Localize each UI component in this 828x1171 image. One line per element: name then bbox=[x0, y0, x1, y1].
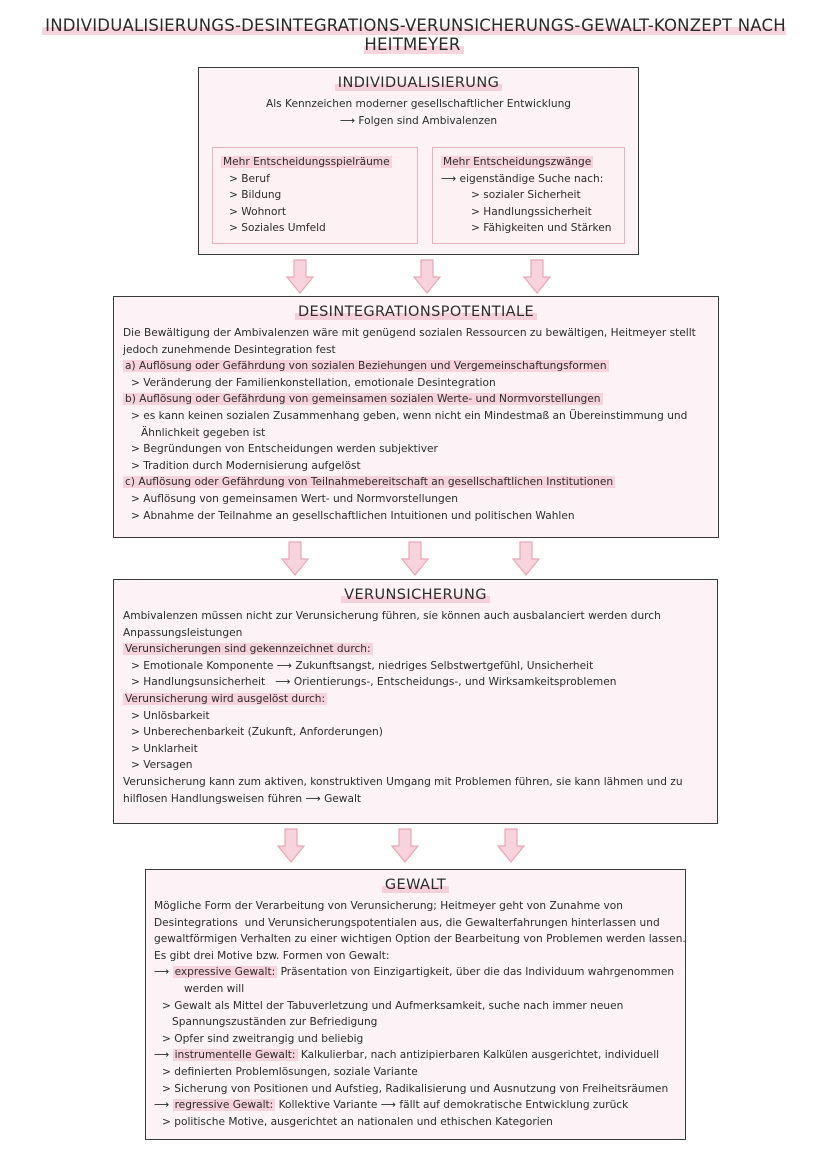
individualisierung-box bbox=[198, 67, 639, 255]
expressive-text-continued: werden will bbox=[184, 982, 245, 995]
list-item: > Handlungsunsicherheit ⟶ Orientierungs-, Entscheidungs-, und Wirksamkeitsproblemen bbox=[131, 676, 617, 689]
instrumentelle-label: instrumentelle Gewalt: bbox=[174, 1049, 296, 1062]
arrow-right-icon: ⟶ bbox=[154, 1049, 170, 1062]
list-item-continued: Spannungszuständen zur Befriedigung bbox=[172, 1016, 378, 1029]
list-item: > sozialer Sicherheit bbox=[471, 189, 581, 202]
entscheidungszwaenge-lead: ⟶ eigenständige Suche nach: bbox=[441, 172, 604, 185]
down-arrow-icon bbox=[413, 259, 441, 295]
list-item: > Tradition durch Modernisierung aufgelöst bbox=[131, 459, 361, 472]
verunsicherung-heading: VERUNSICHERUNG bbox=[114, 587, 717, 603]
list-item: > Unklarheit bbox=[131, 742, 198, 755]
ausgeloest-label: Verunsicherung wird ausgelöst durch: bbox=[125, 692, 326, 705]
list-item: > definierten Problemlösungen, soziale Variante bbox=[162, 1065, 418, 1078]
list-item: > Unberechenbarkeit (Zukunft, Anforderungen) bbox=[131, 726, 383, 739]
regressive-label: regressive Gewalt: bbox=[174, 1099, 274, 1112]
section-c-label: c) Auflösung oder Gefährdung von Teilnahmebereitschaft an gesellschaftlichen Institutionen bbox=[125, 476, 614, 489]
individualisierung-intro-2: ⟶ Folgen sind Ambivalenzen bbox=[339, 114, 498, 127]
list-item: > Unlösbarkeit bbox=[131, 709, 210, 722]
list-item: > Beruf bbox=[229, 172, 270, 185]
expressive-text: Präsentation von Einzigartigkeit, über die das Individuum wahrgenommen bbox=[280, 966, 675, 979]
desintegration-heading: DESINTEGRATIONSPOTENTIALE bbox=[114, 304, 718, 320]
desintegration-box bbox=[113, 296, 719, 538]
verunsicherung-box bbox=[113, 579, 718, 824]
entscheidungsspielraeume-title: Mehr Entscheidungsspielräume bbox=[223, 156, 390, 168]
instrumentelle-text: Kalkulierbar, nach antizipierbaren Kalkülen ausgerichtet, individuell bbox=[300, 1049, 660, 1062]
regressive-text: Kollektive Variante ⟶ fällt auf demokratische Entwicklung zurück bbox=[278, 1099, 629, 1112]
list-item: > Sicherung von Positionen und Aufstieg, Radikalisierung und Ausnutzung von Freiheitsräumen bbox=[162, 1082, 669, 1095]
individualisierung-intro-1: Als Kennzeichen moderner gesellschaftlicher Entwicklung bbox=[265, 98, 572, 110]
list-item: > es kann keinen sozialen Zusammenhang geben, wenn nicht ein Mindestmaß an Übereinstimmung und bbox=[131, 409, 688, 422]
down-arrow-icon bbox=[286, 259, 314, 295]
list-item: > Versagen bbox=[131, 759, 193, 772]
entscheidungsspielraeume-box bbox=[212, 147, 418, 244]
desintegration-intro-2: jedoch zunehmende Desintegration fest bbox=[123, 343, 336, 356]
page-title: INDIVIDUALISIERUNGS-DESINTEGRATIONS-VERUNSICHERUNGS-GEWALT-KONZEPT NACH HEITMEYER bbox=[0, 16, 828, 54]
arrow-right-icon: ⟶ bbox=[154, 1099, 170, 1112]
entscheidungszwaenge-title: Mehr Entscheidungszwänge bbox=[443, 156, 592, 168]
gewalt-box bbox=[145, 869, 686, 1140]
gewalt-intro-2: Desintegrations und Verunsicherungspotentialen aus, die Gewalterfahrungen hinterlassen und bbox=[154, 916, 660, 929]
gewalt-heading: GEWALT bbox=[146, 877, 685, 893]
expressive-label: expressive Gewalt: bbox=[174, 966, 276, 979]
verunsicherung-outro-2: hilflosen Handlungsweisen führen ⟶ Gewalt bbox=[123, 792, 362, 805]
list-item: > Bildung bbox=[229, 189, 282, 202]
verunsicherung-outro-1: Verunsicherung kann zum aktiven, konstruktiven Umgang mit Problemen führen, sie kann lähmen und zu bbox=[123, 775, 683, 788]
list-item: > Auflösung von gemeinsamen Wert- und Normvorstellungen bbox=[131, 492, 458, 505]
list-item-continued: Ähnlichkeit gegeben ist bbox=[141, 426, 266, 439]
list-item: > politische Motive, ausgerichtet an nationalen und ethischen Kategorien bbox=[162, 1115, 553, 1128]
verunsicherung-intro-1: Ambivalenzen müssen nicht zur Verunsicherung führen, sie können auch ausbalanciert werden durch bbox=[123, 610, 661, 622]
list-item: > Emotionale Komponente ⟶ Zukunftsangst, niedriges Selbstwertgefühl, Unsicherheit bbox=[131, 659, 594, 672]
list-item: > Begründungen von Entscheidungen werden subjektiver bbox=[131, 443, 438, 456]
list-item: > Wohnort bbox=[229, 205, 286, 218]
gekennzeichnet-label: Verunsicherungen sind gekennzeichnet durch: bbox=[125, 643, 371, 656]
section-a-label: a) Auflösung oder Gefährdung von sozialen Beziehungen und Vergemeinschaftungsformen bbox=[125, 360, 607, 373]
gewalt-intro-3: gewaltförmigen Verhalten zu einer wichtigen Option der Bearbeitung von Problemen werden lassen. bbox=[154, 933, 686, 946]
list-item: > Handlungssicherheit bbox=[471, 205, 592, 218]
verunsicherung-intro-2: Anpassungsleistungen bbox=[123, 626, 243, 639]
section-b-label: b) Auflösung oder Gefährdung von gemeinsamen sozialen Werte- und Normvorstellungen bbox=[125, 393, 601, 406]
list-item: > Gewalt als Mittel der Tabuverletzung und Aufmerksamkeit, suche nach immer neuen bbox=[162, 999, 624, 1012]
desintegration-intro-1: Die Bewältigung der Ambivalenzen wäre mit genügend sozialen Ressourcen zu bewältigen, Heitmeyer stellt bbox=[123, 327, 696, 339]
down-arrow-icon bbox=[401, 541, 429, 577]
down-arrow-icon bbox=[497, 828, 525, 864]
list-item: > Veränderung der Familienkonstellation, emotionale Desintegration bbox=[131, 376, 496, 389]
down-arrow-icon bbox=[512, 541, 540, 577]
gewalt-intro-1: Mögliche Form der Verarbeitung von Verunsicherung; Heitmeyer geht von Zunahme von bbox=[154, 900, 623, 912]
list-item: > Abnahme der Teilnahme an gesellschaftlichen Intuitionen und politischen Wahlen bbox=[131, 509, 575, 522]
list-item: > Opfer sind zweitrangig und beliebig bbox=[162, 1032, 364, 1045]
entscheidungszwaenge-box bbox=[432, 147, 625, 244]
down-arrow-icon bbox=[277, 828, 305, 864]
down-arrow-icon bbox=[391, 828, 419, 864]
down-arrow-icon bbox=[281, 541, 309, 577]
list-item: > Soziales Umfeld bbox=[229, 222, 326, 235]
gewalt-intro-4: Es gibt drei Motive bzw. Formen von Gewalt: bbox=[154, 949, 390, 962]
down-arrow-icon bbox=[523, 259, 551, 295]
list-item: > Fähigkeiten und Stärken bbox=[471, 222, 612, 235]
arrow-right-icon: ⟶ bbox=[154, 966, 170, 979]
individualisierung-heading: INDIVIDUALISIERUNG bbox=[199, 75, 638, 91]
